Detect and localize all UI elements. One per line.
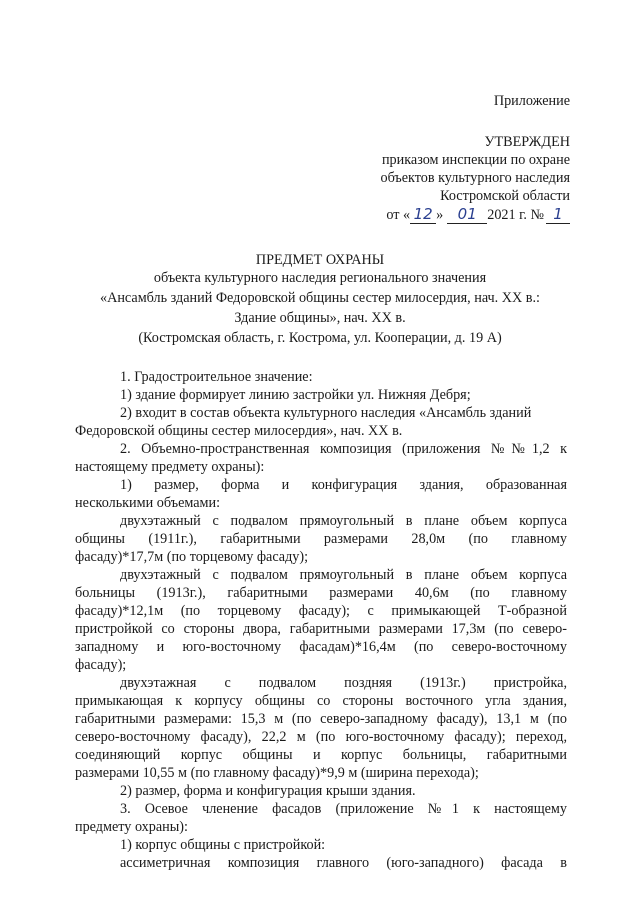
- title-line-4: (Костромская область, г. Кострома, ул. Кооперации, д. 19 А): [138, 330, 502, 346]
- body-line: 2. Объемно-пространственная композиция (приложения №№1,2 к: [120, 441, 567, 457]
- body-line: Федоровской общины сестер милосердия», нач. XX в.: [75, 423, 403, 439]
- date-year: 2021 г. №: [487, 207, 544, 223]
- doc-number: 1: [546, 205, 570, 224]
- body-line: двухэтажный с подвалом прямоугольный в плане объем корпуса: [120, 513, 567, 529]
- body-line: общины (1911г.), габаритными размерами 28,0м (по главному: [75, 531, 567, 547]
- order-line-1: приказом инспекции по охране: [381, 152, 570, 168]
- body-line: фасаду)*17,7м (по торцевому фасаду);: [75, 549, 309, 565]
- body-line: западному и юго-восточному фасадам)*16,4м (по северо-восточному: [75, 639, 567, 655]
- body-line: 1) корпус общины с пристройкой:: [120, 837, 326, 853]
- body-line: размерами 10,55 м (по главному фасаду)*9,9 м (ширина перехода);: [75, 765, 479, 781]
- order-line-2: объектов культурного наследия: [380, 170, 570, 186]
- approved-label: УТВЕРЖДЕН: [484, 134, 570, 150]
- body-line: фасаду)*12,1м (по торцевому фасаду); с примыкающей Т-образной: [75, 603, 567, 619]
- body-line: двухэтажная с подвалом поздняя (1913г.) пристройка,: [120, 675, 567, 691]
- body-line: предмету охраны):: [75, 819, 188, 835]
- date-prefix: от «: [386, 207, 411, 223]
- body-line: примыкающая к корпусу общины со стороны восточного угла здания,: [75, 693, 567, 709]
- date-day: 12: [410, 205, 436, 224]
- body-line: больницы (1913г.), габаритными размерами 40,6м (по главному: [75, 585, 567, 601]
- body-line: габаритными размерами: 15,3 м (по северо-западному фасаду), 13,1 м (по: [75, 711, 567, 727]
- body-line: фасаду);: [75, 657, 127, 673]
- body-line: северо-восточному фасаду), 22,2 м (по юго-восточному фасаду); переход,: [75, 729, 567, 745]
- title-line-2: «Ансамбль зданий Федоровской общины сестер милосердия, нач. XX в.:: [100, 290, 540, 306]
- body-line: 1. Градостроительное значение:: [120, 369, 313, 385]
- body-line: 1) здание формирует линию застройки ул. Нижняя Дебря;: [120, 387, 471, 403]
- body-line: соединяющий корпус общины и корпус больницы, габаритными: [75, 747, 567, 763]
- title-line-3: Здание общины», нач. XX в.: [234, 310, 406, 326]
- title-line-1: объекта культурного наследия регионального значения: [153, 270, 487, 286]
- body-line: ассиметричная композиция главного (юго-западного) фасада в: [120, 855, 567, 871]
- body-line: 1) размер, форма и конфигурация здания, образованная: [120, 477, 567, 493]
- appendix-label: Приложение: [493, 93, 570, 109]
- title-heading: ПРЕДМЕТ ОХРАНЫ: [255, 252, 385, 268]
- date-month: 01: [447, 205, 487, 224]
- order-line-3: Костромской области: [440, 188, 570, 204]
- body-line: 2) входит в состав объекта культурного наследия «Ансамбль зданий: [120, 405, 532, 421]
- body-line: 2) размер, форма и конфигурация крыши здания.: [120, 783, 416, 799]
- body-line: 3. Осевое членение фасадов (приложение №1 к настоящему: [120, 801, 567, 817]
- body-line: двухэтажный с подвалом прямоугольный в плане объем корпуса: [120, 567, 567, 583]
- body-line: несколькими объемами:: [75, 495, 221, 511]
- order-date-line: [386, 205, 570, 224]
- date-mid: »: [436, 207, 444, 223]
- body-line: пристройкой со стороны двора, габаритными размерами 17,3м (по северо-: [75, 621, 567, 637]
- body-line: настоящему предмету охраны):: [75, 459, 265, 475]
